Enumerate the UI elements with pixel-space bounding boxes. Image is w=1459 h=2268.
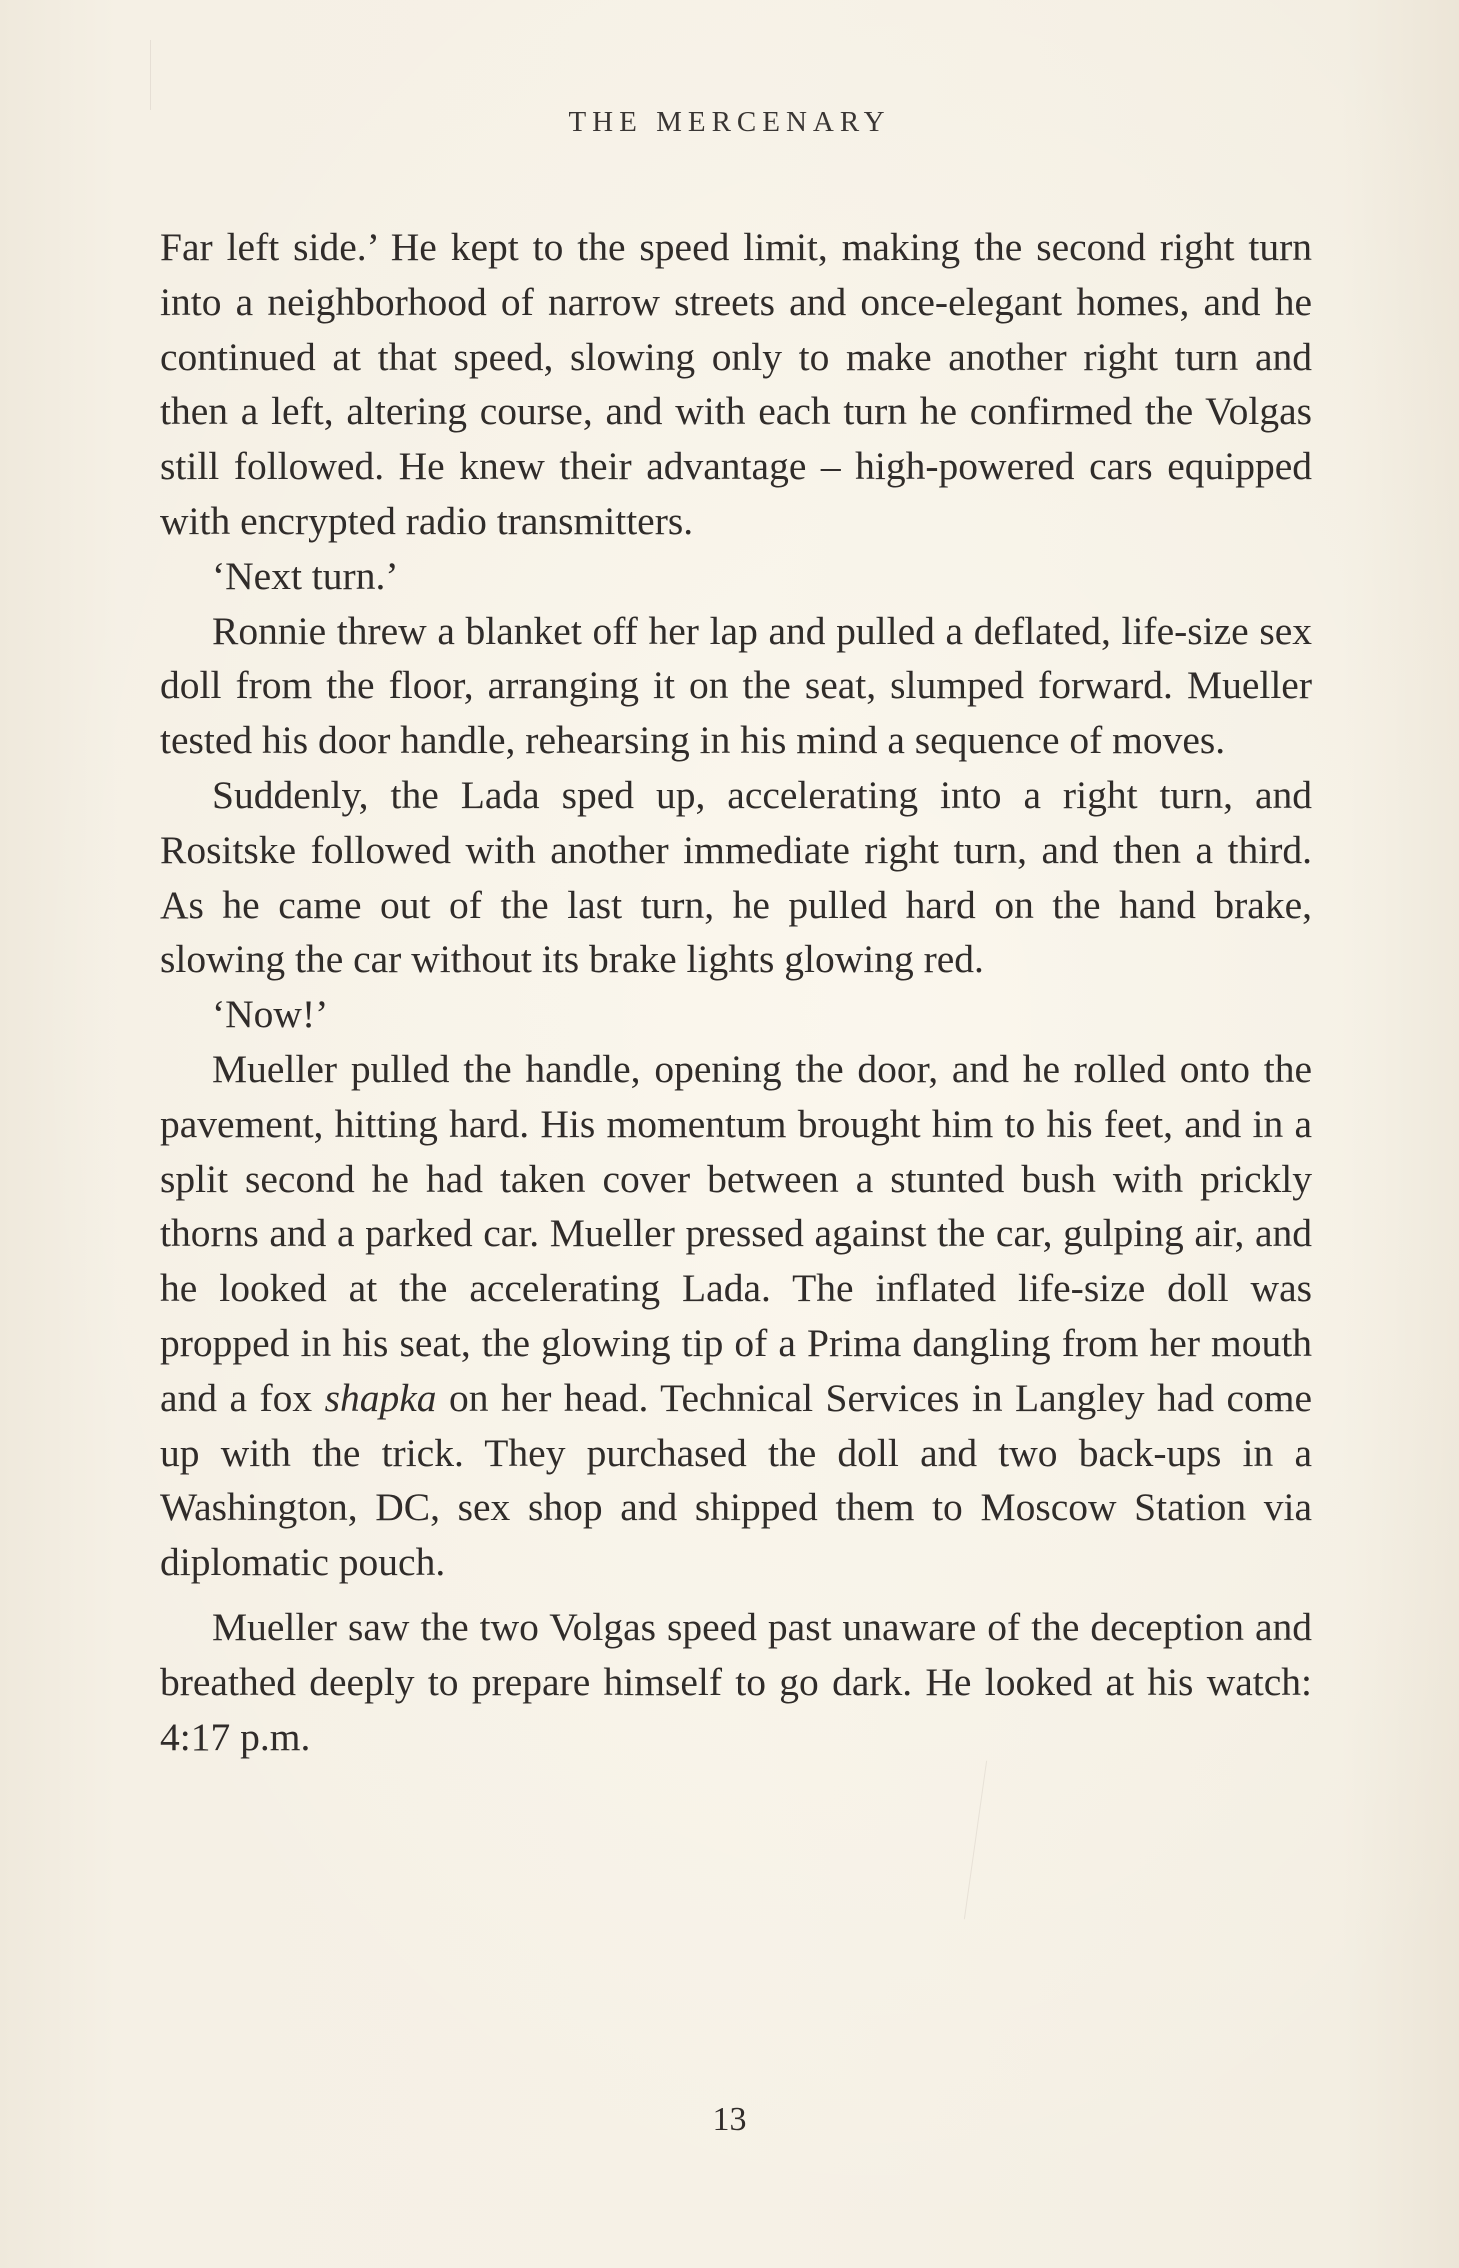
paragraph: Suddenly, the Lada sped up, accelerating into a right turn, and Rositske followed with another immediate right turn, and then a third. As he came out of the last turn, he pulled hard on the hand brake, slowing the car without its brake lights glowing red. bbox=[160, 772, 1312, 982]
paragraph: ‘Next turn.’ bbox=[212, 553, 399, 598]
paragraph-text: Mueller pulled the handle, opening the door, and he rolled onto the pavement, hitting hard. His momentum brought him to his feet, and in a split second he had taken cover between a stunted bush with prickly thorns and a parked car. Mueller pressed against the car, gulping air, and he looked at the accelerating Lada. The inflated life-size doll was propped in his seat, the glowing tip of a Prima dangling from her mouth and a fox bbox=[160, 1046, 1312, 1420]
paragraph: Ronnie threw a blanket off her lap and pulled a deflated, life-size sex doll from the floor, arranging it on the seat, slumped forward. Mueller tested his door handle, rehearsing in his mind a sequence of moves. bbox=[160, 608, 1312, 763]
paragraph-text: on her head. Technical Services in Langley had come up with the trick. They purchased the doll and two back-ups in a Washington, DC, sex shop and shipped them to Moscow Station via diplomatic pouch. bbox=[160, 1375, 1312, 1585]
paragraph: ‘Now!’ bbox=[212, 992, 329, 1037]
running-head: THE MERCENARY bbox=[568, 106, 891, 138]
italic-word: shapka bbox=[324, 1375, 437, 1420]
paragraph: Far left side.’ He kept to the speed limit, making the second right turn into a neighborhood of narrow streets and once-elegant homes, and he continued at that speed, slowing only to make another right turn and then a left, altering course, and with each turn he confirmed the Volgas still followed. He knew their advantage – high-powered cars equipped with encrypted radio transmitters. bbox=[160, 225, 1312, 543]
page-number: 13 bbox=[712, 2101, 747, 2138]
paragraph: Mueller saw the two Volgas speed past unaware of the deception and breathed deeply to prepare himself to go dark. He looked at his watch: 4:17 p.m. bbox=[160, 1604, 1312, 1759]
body-text bbox=[160, 220, 1312, 1764]
paper-crease bbox=[964, 1761, 987, 1920]
paragraph bbox=[160, 1042, 1312, 1590]
paper-crease bbox=[150, 40, 151, 110]
